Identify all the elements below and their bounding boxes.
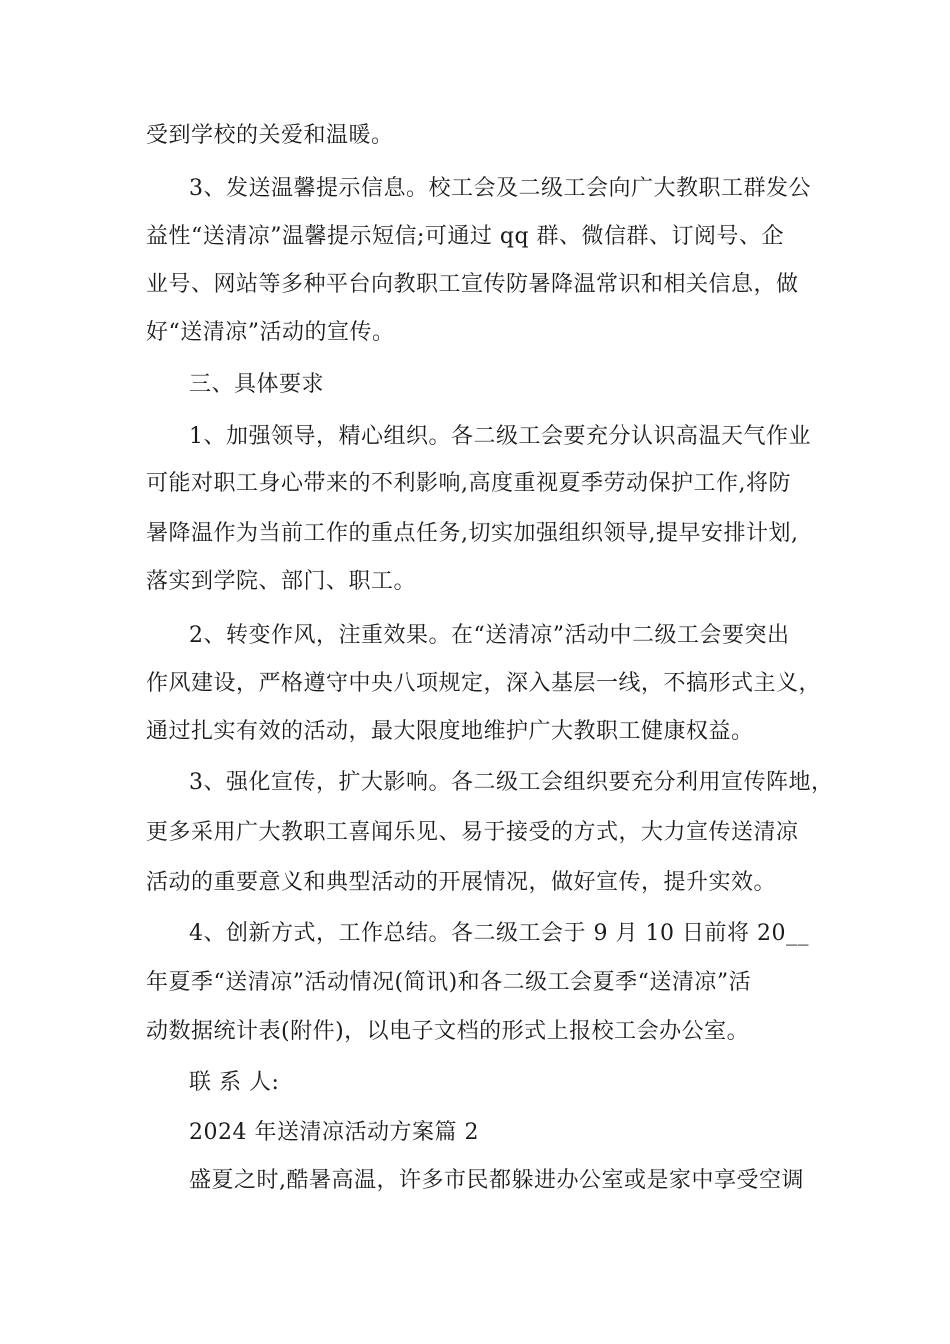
- text-line: 益性“送清凉”温馨提示短信;可通过 qq 群、微信群、订阅号、企: [146, 224, 785, 249]
- text-line: 通过扎实有效的活动，最大限度地维护广大教职工健康权益。: [146, 719, 754, 744]
- article-heading: 2024 年送清凉活动方案篇 2: [189, 1120, 479, 1145]
- text-line: 2、转变作风，注重效果。在“送清凉”活动中二级工会要突出: [189, 623, 790, 648]
- text-line: 更多采用广大教职工喜闻乐见、易于接受的方式，大力宣传送清凉: [146, 820, 799, 845]
- section-heading: 三、具体要求: [189, 372, 325, 397]
- text-line: 3、强化宣传，扩大影响。各二级工会组织要充分利用宣传阵地，: [189, 770, 834, 795]
- text-line: 可能对职工身心带来的不利影响,高度重视夏季劳动保护工作,将防: [146, 471, 791, 496]
- text-line: 年夏季“送清凉”活动情况(简讯)和各二级工会夏季“送清凉”活: [146, 970, 752, 995]
- text-line: 暑降温作为当前工作的重点任务,切实加强组织领导,提早安排计划,: [146, 521, 799, 546]
- text-line: 3、发送温馨提示信息。校工会及二级工会向广大教职工群发公: [189, 176, 811, 201]
- contact-label: 联 系 人:: [189, 1070, 280, 1095]
- text-line: 业号、网站等多种平台向教职工宣传防暑降温常识和相关信息，做: [146, 272, 799, 297]
- text-line: 4、创新方式，工作总结。各二级工会于 9 月 10 日前将 20__: [189, 921, 809, 946]
- text-line: 动数据统计表(附件)，以电子文档的形式上报校工会办公室。: [146, 1019, 750, 1044]
- text-line: 作风建设，严格遵守中央八项规定，深入基层一线，不搞形式主义，: [146, 671, 822, 696]
- text-line: 活动的重要意义和典型活动的开展情况，做好宣传，提升实效。: [146, 870, 777, 895]
- text-line: 盛夏之时,酷暑高温，许多市民都躲进办公室或是家中享受空调: [189, 1168, 804, 1193]
- text-line: 1、加强领导，精心组织。各二级工会要充分认识高温天气作业: [189, 424, 811, 449]
- text-line: 好“送清凉”活动的宣传。: [146, 320, 395, 345]
- text-line: 落实到学院、部门、职工。: [146, 569, 417, 594]
- text-line: 受到学校的关爱和温暖。: [146, 123, 394, 148]
